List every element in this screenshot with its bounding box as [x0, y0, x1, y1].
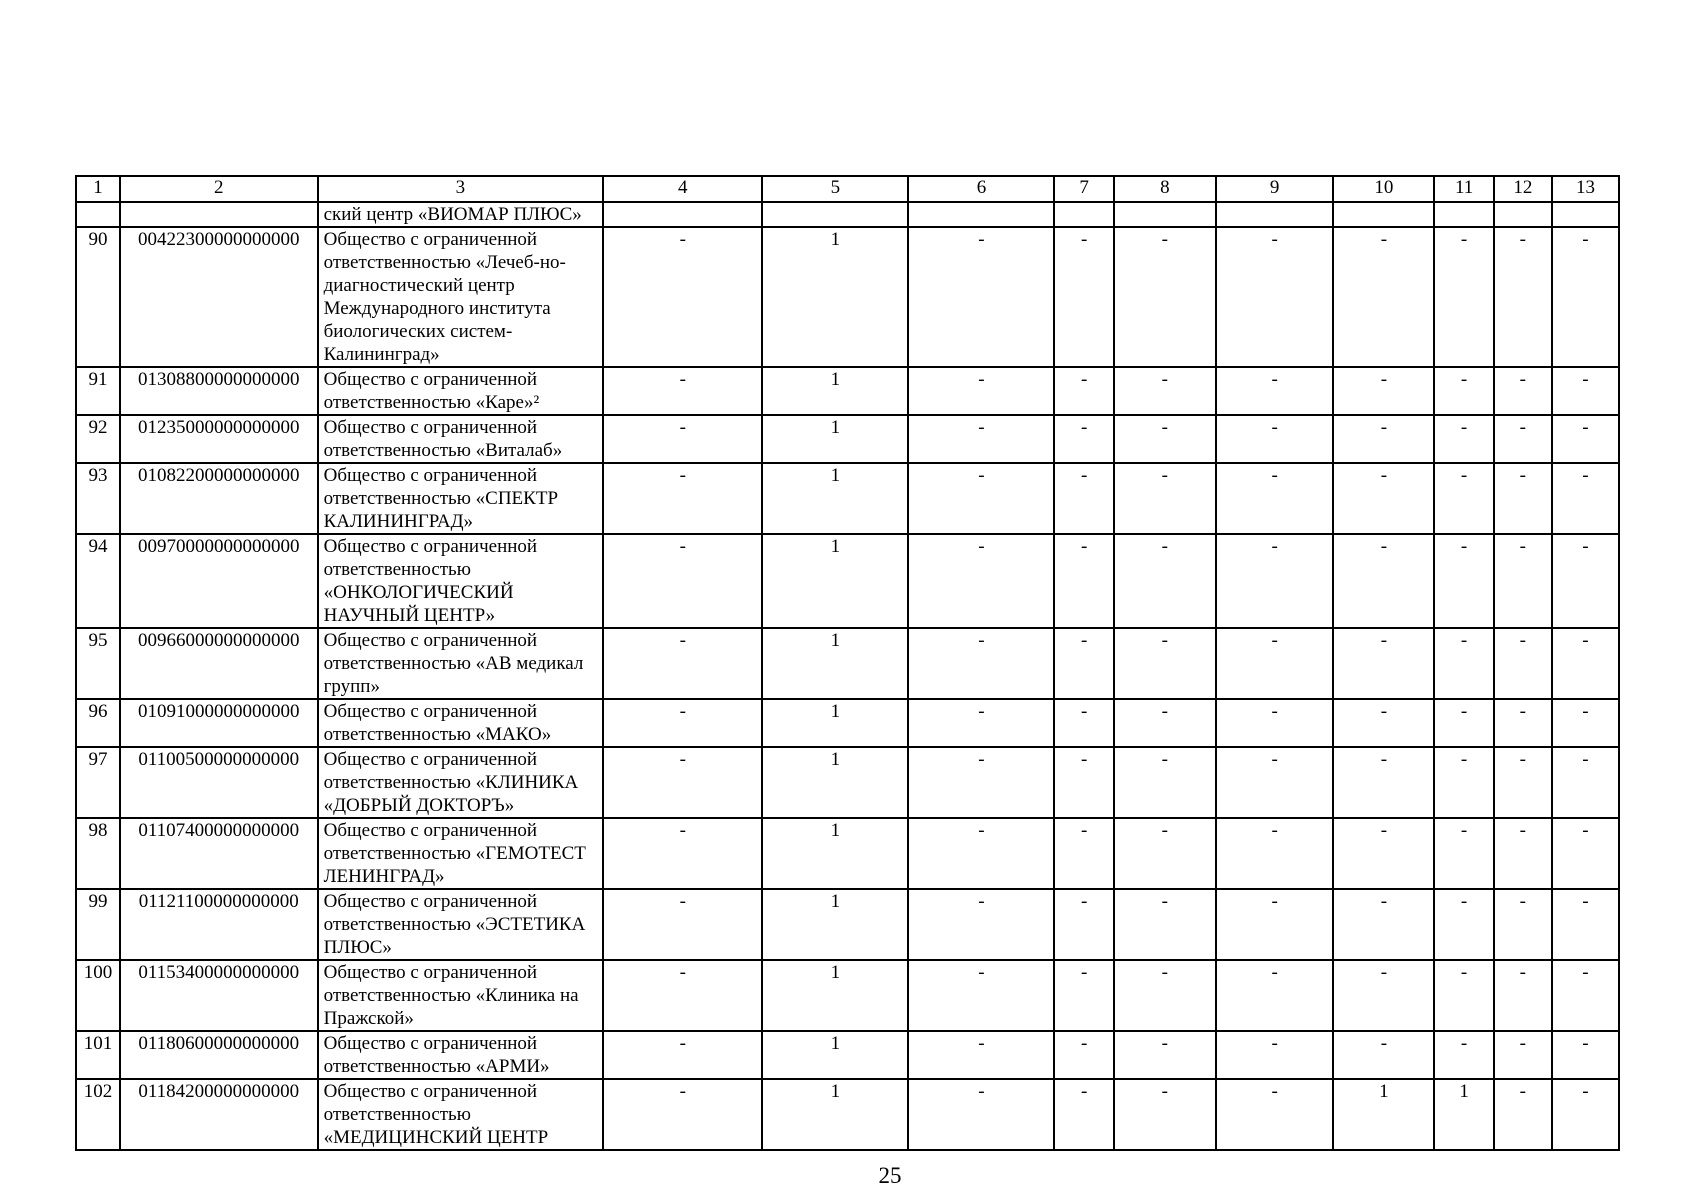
column-header: 4: [603, 176, 762, 202]
row-number-cell: 93: [76, 463, 120, 534]
table-row: [76, 889, 1619, 960]
row-number-cell: 97: [76, 747, 120, 818]
value-cell: -: [908, 889, 1054, 960]
column-header: 5: [762, 176, 908, 202]
code-cell: 01184200000000000: [120, 1079, 318, 1150]
code-cell: 01180600000000000: [120, 1031, 318, 1079]
column-number-header-row: [76, 176, 1619, 202]
organization-name-cell: Общество с ограниченной ответственностью «МЕДИЦИНСКИЙ ЦЕНТР: [318, 1079, 604, 1150]
value-cell: -: [1434, 463, 1493, 534]
row-number-cell: [76, 202, 120, 227]
row-number-cell: 91: [76, 367, 120, 415]
value-cell: -: [1434, 367, 1493, 415]
value-cell: -: [1333, 628, 1434, 699]
value-cell: -: [1434, 699, 1493, 747]
value-cell: -: [1494, 960, 1552, 1031]
value-cell: 1: [762, 889, 908, 960]
organization-name-cell: Общество с ограниченной ответственностью «ЭСТЕТИКА ПЛЮС»: [318, 889, 604, 960]
table-row: [76, 415, 1619, 463]
value-cell: [603, 202, 762, 227]
value-cell: -: [1494, 889, 1552, 960]
value-cell: -: [1333, 534, 1434, 628]
value-cell: -: [1054, 534, 1113, 628]
value-cell: -: [603, 889, 762, 960]
table-row: [76, 534, 1619, 628]
row-number-cell: 102: [76, 1079, 120, 1150]
value-cell: 1: [762, 628, 908, 699]
value-cell: -: [1054, 818, 1113, 889]
value-cell: -: [1333, 960, 1434, 1031]
value-cell: -: [1434, 818, 1493, 889]
table-row: [76, 463, 1619, 534]
value-cell: -: [1216, 463, 1334, 534]
value-cell: -: [1054, 960, 1113, 1031]
value-cell: -: [908, 1079, 1054, 1150]
value-cell: -: [1494, 818, 1552, 889]
row-number-cell: 96: [76, 699, 120, 747]
table-row: [76, 747, 1619, 818]
value-cell: -: [1114, 889, 1216, 960]
value-cell: -: [1552, 1079, 1619, 1150]
column-header: 7: [1054, 176, 1113, 202]
value-cell: -: [603, 747, 762, 818]
table-row: [76, 1079, 1619, 1150]
value-cell: -: [1552, 889, 1619, 960]
value-cell: -: [1434, 628, 1493, 699]
register-table: [75, 175, 1620, 1151]
value-cell: -: [1054, 699, 1113, 747]
value-cell: -: [1216, 367, 1334, 415]
value-cell: 1: [762, 367, 908, 415]
value-cell: -: [1552, 699, 1619, 747]
value-cell: -: [1114, 699, 1216, 747]
code-cell: 01308800000000000: [120, 367, 318, 415]
value-cell: 1: [762, 534, 908, 628]
value-cell: -: [1216, 1079, 1334, 1150]
value-cell: 1: [762, 699, 908, 747]
value-cell: -: [1434, 960, 1493, 1031]
code-cell: 01100500000000000: [120, 747, 318, 818]
value-cell: -: [1054, 747, 1113, 818]
code-cell: 01121100000000000: [120, 889, 318, 960]
value-cell: -: [1333, 818, 1434, 889]
value-cell: -: [1494, 1079, 1552, 1150]
value-cell: -: [603, 699, 762, 747]
value-cell: -: [1494, 747, 1552, 818]
code-cell: 00970000000000000: [120, 534, 318, 628]
row-number-cell: 94: [76, 534, 120, 628]
value-cell: -: [908, 960, 1054, 1031]
table-row: [76, 1031, 1619, 1079]
value-cell: -: [603, 818, 762, 889]
value-cell: -: [603, 1031, 762, 1079]
value-cell: -: [908, 415, 1054, 463]
value-cell: -: [908, 227, 1054, 367]
row-number-cell: 90: [76, 227, 120, 367]
row-number-cell: 99: [76, 889, 120, 960]
column-header: 9: [1216, 176, 1334, 202]
value-cell: -: [1434, 1031, 1493, 1079]
value-cell: -: [908, 367, 1054, 415]
value-cell: -: [1114, 747, 1216, 818]
value-cell: -: [603, 628, 762, 699]
value-cell: [1216, 202, 1334, 227]
code-cell: [120, 202, 318, 227]
value-cell: -: [1114, 367, 1216, 415]
value-cell: -: [1552, 628, 1619, 699]
code-cell: 01082200000000000: [120, 463, 318, 534]
value-cell: -: [1552, 534, 1619, 628]
table-row: [76, 628, 1619, 699]
value-cell: -: [1054, 463, 1113, 534]
column-header: 12: [1494, 176, 1552, 202]
value-cell: -: [1054, 227, 1113, 367]
value-cell: -: [1434, 415, 1493, 463]
column-header: 1: [76, 176, 120, 202]
value-cell: [908, 202, 1054, 227]
value-cell: -: [1494, 699, 1552, 747]
organization-name-cell: Общество с ограниченной ответственностью «СПЕКТР КАЛИНИНГРАД»: [318, 463, 604, 534]
column-header: 13: [1552, 176, 1619, 202]
value-cell: [1054, 202, 1113, 227]
table-row: [76, 818, 1619, 889]
value-cell: -: [1216, 1031, 1334, 1079]
value-cell: -: [1434, 534, 1493, 628]
value-cell: -: [1494, 367, 1552, 415]
value-cell: -: [1054, 889, 1113, 960]
organization-name-cell: Общество с ограниченной ответственностью «Виталаб»: [318, 415, 604, 463]
table-row: [76, 960, 1619, 1031]
code-cell: 01235000000000000: [120, 415, 318, 463]
value-cell: [1552, 202, 1619, 227]
row-number-cell: 92: [76, 415, 120, 463]
column-header: 10: [1333, 176, 1434, 202]
value-cell: -: [1494, 628, 1552, 699]
value-cell: -: [1552, 1031, 1619, 1079]
value-cell: -: [1216, 960, 1334, 1031]
value-cell: -: [1494, 227, 1552, 367]
continuation-row: [76, 202, 1619, 227]
value-cell: -: [603, 227, 762, 367]
table-row: [76, 699, 1619, 747]
organization-name-cell: ский центр «ВИОМАР ПЛЮС»: [318, 202, 604, 227]
value-cell: 1: [762, 1079, 908, 1150]
value-cell: 1: [1434, 1079, 1493, 1150]
organization-name-cell: Общество с ограниченной ответственностью «ГЕМОТЕСТ ЛЕНИНГРАД»: [318, 818, 604, 889]
value-cell: -: [1216, 227, 1334, 367]
value-cell: -: [1054, 1031, 1113, 1079]
value-cell: -: [1333, 699, 1434, 747]
column-header: 2: [120, 176, 318, 202]
value-cell: -: [1333, 367, 1434, 415]
value-cell: -: [603, 367, 762, 415]
row-number-cell: 100: [76, 960, 120, 1031]
organization-name-cell: Общество с ограниченной ответственностью «МАКО»: [318, 699, 604, 747]
value-cell: 1: [762, 1031, 908, 1079]
value-cell: -: [1114, 534, 1216, 628]
value-cell: -: [1114, 818, 1216, 889]
value-cell: -: [1114, 960, 1216, 1031]
value-cell: -: [1333, 889, 1434, 960]
value-cell: -: [1552, 227, 1619, 367]
value-cell: -: [1054, 1079, 1113, 1150]
value-cell: -: [1552, 415, 1619, 463]
value-cell: -: [1114, 415, 1216, 463]
value-cell: -: [1333, 227, 1434, 367]
value-cell: 1: [762, 463, 908, 534]
value-cell: -: [603, 415, 762, 463]
value-cell: 1: [762, 747, 908, 818]
value-cell: [762, 202, 908, 227]
value-cell: -: [603, 960, 762, 1031]
column-header: 8: [1114, 176, 1216, 202]
organization-name-cell: Общество с ограниченной ответственностью «КЛИНИКА «ДОБРЫЙ ДОКТОРЪ»: [318, 747, 604, 818]
value-cell: -: [1333, 1031, 1434, 1079]
value-cell: -: [1216, 699, 1334, 747]
value-cell: 1: [762, 960, 908, 1031]
value-cell: -: [1494, 463, 1552, 534]
code-cell: 01153400000000000: [120, 960, 318, 1031]
value-cell: -: [1333, 415, 1434, 463]
value-cell: [1494, 202, 1552, 227]
organization-name-cell: Общество с ограниченной ответственностью «АРМИ»: [318, 1031, 604, 1079]
row-number-cell: 95: [76, 628, 120, 699]
code-cell: 01091000000000000: [120, 699, 318, 747]
value-cell: -: [1494, 415, 1552, 463]
organization-name-cell: Общество с ограниченной ответственностью «Лечеб-но-диагностический центр Международного института биологических систем-Калининград»: [318, 227, 604, 367]
value-cell: -: [908, 818, 1054, 889]
value-cell: 1: [762, 227, 908, 367]
value-cell: -: [1216, 889, 1334, 960]
organization-name-cell: Общество с ограниченной ответственностью «Клиника на Пражской»: [318, 960, 604, 1031]
value-cell: -: [1054, 367, 1113, 415]
code-cell: 00422300000000000: [120, 227, 318, 367]
value-cell: -: [1114, 1031, 1216, 1079]
value-cell: -: [1434, 227, 1493, 367]
value-cell: -: [1054, 415, 1113, 463]
value-cell: -: [1216, 818, 1334, 889]
value-cell: -: [1434, 889, 1493, 960]
value-cell: -: [1216, 747, 1334, 818]
value-cell: -: [1552, 818, 1619, 889]
value-cell: -: [1494, 1031, 1552, 1079]
value-cell: -: [908, 1031, 1054, 1079]
column-header: 3: [318, 176, 604, 202]
value-cell: -: [1216, 628, 1334, 699]
table-row: [76, 367, 1619, 415]
column-header: 6: [908, 176, 1054, 202]
value-cell: -: [1552, 367, 1619, 415]
value-cell: -: [1494, 534, 1552, 628]
value-cell: -: [1216, 415, 1334, 463]
value-cell: -: [1552, 463, 1619, 534]
value-cell: -: [1114, 463, 1216, 534]
value-cell: -: [603, 534, 762, 628]
value-cell: -: [1552, 747, 1619, 818]
value-cell: -: [603, 1079, 762, 1150]
table-row: [76, 227, 1619, 367]
value-cell: -: [1333, 747, 1434, 818]
value-cell: 1: [762, 818, 908, 889]
value-cell: -: [908, 463, 1054, 534]
value-cell: -: [1114, 1079, 1216, 1150]
value-cell: [1114, 202, 1216, 227]
page-number: 25: [878, 1163, 902, 1188]
value-cell: [1333, 202, 1434, 227]
row-number-cell: 101: [76, 1031, 120, 1079]
value-cell: -: [1114, 227, 1216, 367]
organization-name-cell: Общество с ограниченной ответственностью «ОНКОЛОГИЧЕСКИЙ НАУЧНЫЙ ЦЕНТР»: [318, 534, 604, 628]
value-cell: 1: [762, 415, 908, 463]
value-cell: -: [603, 463, 762, 534]
value-cell: -: [1216, 534, 1334, 628]
value-cell: [1434, 202, 1493, 227]
value-cell: -: [1114, 628, 1216, 699]
column-header: 11: [1434, 176, 1493, 202]
code-cell: 00966000000000000: [120, 628, 318, 699]
register-table-container: [75, 175, 1620, 1151]
value-cell: -: [1333, 463, 1434, 534]
code-cell: 01107400000000000: [120, 818, 318, 889]
value-cell: -: [908, 699, 1054, 747]
value-cell: -: [1054, 628, 1113, 699]
value-cell: -: [908, 747, 1054, 818]
value-cell: -: [908, 534, 1054, 628]
organization-name-cell: Общество с ограниченной ответственностью «Каре»²: [318, 367, 604, 415]
value-cell: -: [908, 628, 1054, 699]
value-cell: -: [1434, 747, 1493, 818]
value-cell: 1: [1333, 1079, 1434, 1150]
value-cell: -: [1552, 960, 1619, 1031]
organization-name-cell: Общество с ограниченной ответственностью «АВ медикал групп»: [318, 628, 604, 699]
row-number-cell: 98: [76, 818, 120, 889]
